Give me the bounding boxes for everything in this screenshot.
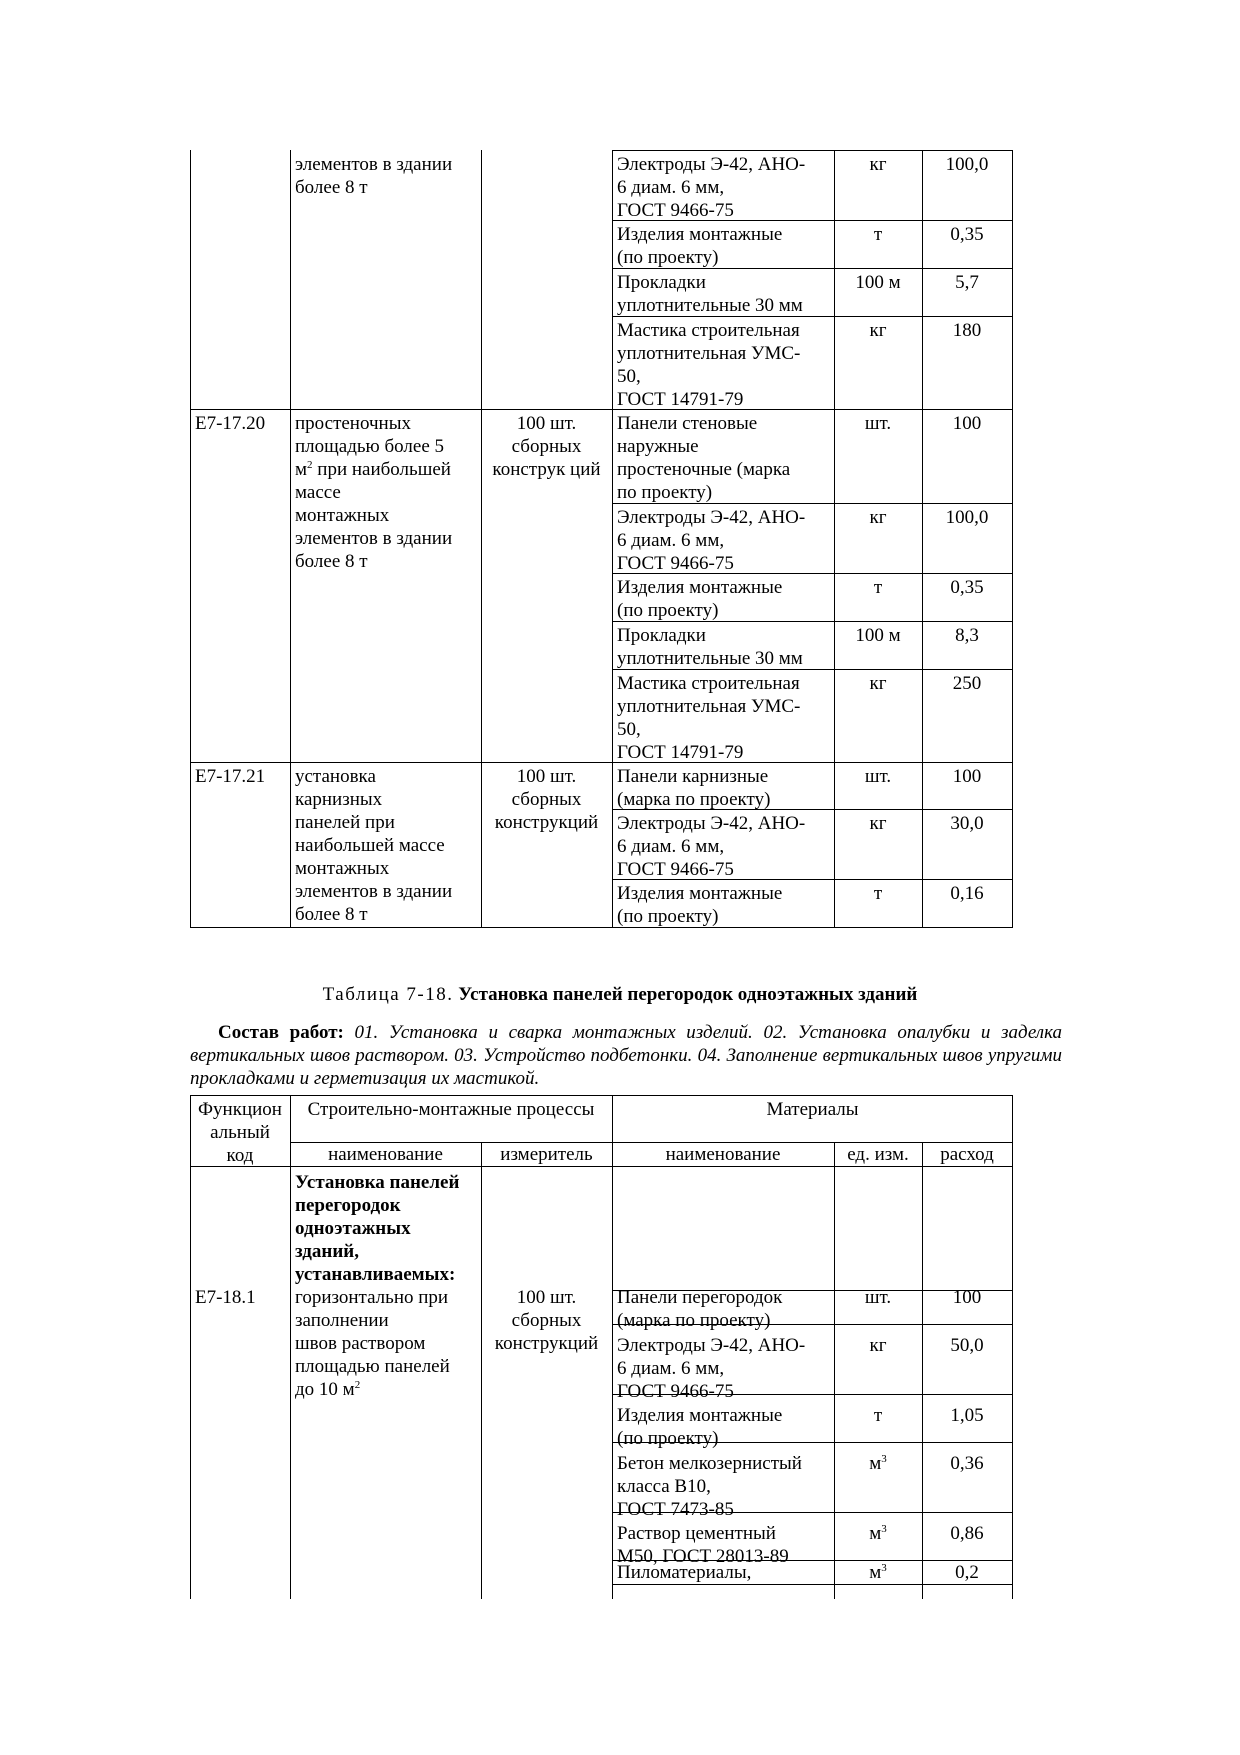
material-name: Изделия монтажные (по проекту): [617, 224, 783, 268]
header-functional-code: Функцион альный код: [198, 1099, 282, 1166]
material-unit: кг: [869, 813, 887, 834]
process-text: при наибольшей массе монтажных элементов в здании более 8 т: [295, 459, 453, 572]
process-name: [290, 1283, 481, 1401]
process-meter: 100 шт. сборных конструкций: [494, 766, 599, 833]
material-unit: [834, 1519, 922, 1545]
table2-row-line: [612, 1584, 1013, 1585]
material-unit: шт.: [864, 413, 892, 434]
header-proc-meter: измеритель: [500, 1144, 593, 1165]
superscript: 2: [354, 1379, 361, 1391]
material-qty: 100: [952, 413, 982, 434]
material-qty: 100: [952, 766, 982, 787]
material-qty: 100,0: [945, 507, 989, 528]
unit-text: м: [869, 1453, 882, 1474]
table-title: Установка панелей перегородок одноэтажных зданий: [458, 984, 918, 1005]
table-caption: [0, 983, 1240, 1007]
material-qty: 0,2: [955, 1562, 979, 1583]
material-name: Изделия монтажные (по проекту): [617, 883, 783, 927]
material-qty: 8,3: [955, 625, 979, 646]
material-name: Бетон мелкозернистый класса В10, ГОСТ 7473-85: [617, 1453, 802, 1520]
material-name: Электроды Э-42, АНО- 6 диам. 6 мм, ГОСТ 9466-75: [617, 813, 806, 880]
header-mat-name: наименование: [665, 1144, 781, 1165]
unit-text: м: [869, 1562, 882, 1583]
work-composition: [190, 1021, 1062, 1090]
table1-border-left: [190, 150, 191, 928]
table1-bottom-line: [190, 927, 1013, 928]
material-name: Электроды Э-42, АНО- 6 диам. 6 мм, ГОСТ 9466-75: [617, 154, 806, 221]
material-name: Электроды Э-42, АНО- 6 диам. 6 мм, ГОСТ 9466-75: [617, 507, 806, 574]
material-unit: т: [873, 577, 883, 598]
material-name: Электроды Э-42, АНО- 6 диам. 6 мм, ГОСТ 9466-75: [617, 1335, 806, 1402]
process-group-title: Установка панелей перегородок одноэтажных зданий, устанавливаемых:: [295, 1172, 460, 1285]
material-qty: 0,35: [950, 224, 984, 245]
material-unit: кг: [869, 320, 887, 341]
material-name: Изделия монтажные (по проекту): [617, 577, 783, 621]
material-unit: [834, 1449, 922, 1475]
material-qty: 100,0: [945, 154, 989, 175]
functional-code: Е7-17.20: [195, 413, 266, 434]
material-qty: 0,86: [950, 1523, 984, 1544]
material-name: Прокладки уплотнительные 30 мм: [617, 272, 803, 316]
functional-code: Е7-18.1: [195, 1287, 256, 1308]
material-name: Панели стеновые наружные простеночные (марка по проекту): [617, 413, 791, 503]
process-meter: 100 шт. сборных конструк ций: [492, 413, 601, 480]
table2-col-divider: [481, 1166, 482, 1599]
material-unit: шт.: [864, 1287, 892, 1308]
superscript: 3: [881, 1562, 887, 1574]
material-qty: 0,36: [950, 1453, 984, 1474]
material-qty: 30,0: [950, 813, 984, 834]
material-name: Панели карнизные (марка по проекту): [617, 766, 771, 810]
table1-border-right: [1012, 150, 1013, 928]
table-number: Таблица 7-18.: [322, 984, 454, 1005]
header-materials: Материалы: [766, 1099, 859, 1120]
material-unit: т: [873, 1405, 883, 1426]
material-unit: кг: [869, 673, 887, 694]
header-processes: Строительно-монтажные процессы: [307, 1099, 595, 1120]
table2-border-right: [1012, 1095, 1013, 1599]
material-qty: 0,16: [950, 883, 984, 904]
process-name: установка карнизных панелей при наибольшей массе монтажных элементов в здании более 8 т: [295, 766, 453, 925]
process-meter: 100 шт. сборных конструкций: [494, 1287, 599, 1354]
material-qty: 180: [952, 320, 982, 341]
table2-row-line: [612, 1166, 1013, 1167]
material-qty: 50,0: [950, 1335, 984, 1356]
superscript: 2: [307, 459, 313, 471]
header-mat-unit: ед. изм.: [847, 1144, 909, 1165]
process-text: горизонтально при заполнении швов раствором площадью панелей до 10 м: [295, 1287, 450, 1400]
header-proc-name: наименование: [328, 1144, 443, 1165]
header-mat-qty: расход: [940, 1144, 994, 1165]
material-qty: 250: [952, 673, 982, 694]
material-qty: 1,05: [950, 1405, 984, 1426]
material-unit: 100 м: [855, 625, 901, 646]
superscript: 3: [881, 1523, 887, 1535]
table2-border-left: [190, 1095, 191, 1599]
material-qty: 5,7: [955, 272, 979, 293]
material-name: Мастика строительная уплотнительная УМС- 50, ГОСТ 14791-79: [617, 320, 801, 410]
process-name: элементов в здании более 8 т: [295, 154, 453, 198]
process-text: простеночных площадью более 5 м: [295, 413, 445, 480]
material-unit: шт.: [864, 766, 892, 787]
unit-text: м: [869, 1523, 882, 1544]
material-unit: кг: [869, 1335, 887, 1356]
work-composition-label: Состав работ:: [218, 1022, 344, 1043]
material-unit: кг: [869, 507, 887, 528]
material-name: Изделия монтажные (по проекту): [617, 1405, 783, 1449]
material-name: Раствор цементный М50, ГОСТ 28013-89: [617, 1523, 789, 1567]
process-name: [290, 409, 481, 573]
work-composition-text: 01. Установка и сварка монтажных изделий. 02. Установка опалубки и заделка вертикальных швов раствором. 03. Устройство подбетонки. 04. Заполнение вертикальных швов упругими прокладками и герметизация их мастикой.: [190, 1022, 1062, 1089]
material-name: Пиломатериалы,: [617, 1562, 752, 1583]
material-unit: 100 м: [855, 272, 901, 293]
material-qty: 0,35: [950, 577, 984, 598]
material-unit: [834, 1561, 922, 1584]
superscript: 3: [881, 1453, 887, 1465]
material-unit: т: [873, 224, 883, 245]
material-name: Мастика строительная уплотнительная УМС- 50, ГОСТ 14791-79: [617, 673, 801, 763]
material-qty: 100: [952, 1287, 982, 1308]
functional-code: Е7-17.21: [195, 766, 266, 787]
material-name: Прокладки уплотнительные 30 мм: [617, 625, 803, 669]
material-name: Панели перегородок (марка по проекту): [617, 1287, 783, 1331]
material-unit: т: [873, 883, 883, 904]
material-unit: кг: [869, 154, 887, 175]
